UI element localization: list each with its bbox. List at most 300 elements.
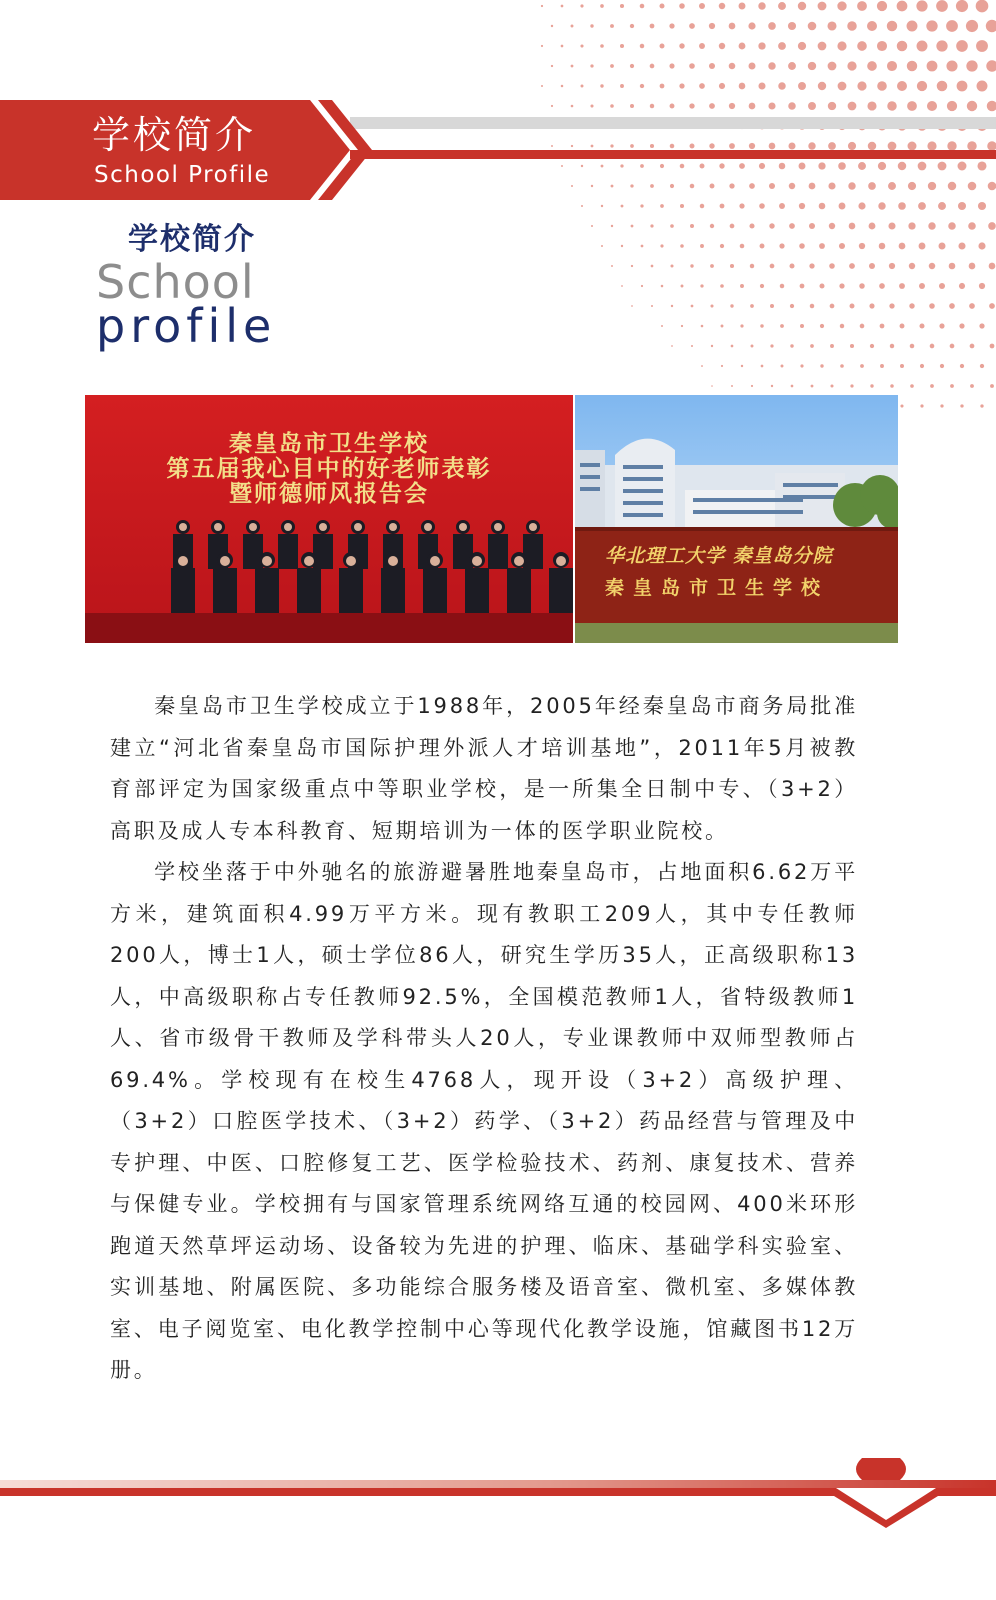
dot [778,2,786,10]
dot [580,4,583,7]
dot [701,325,704,328]
dot [730,264,734,268]
dot [778,82,786,90]
dot [711,385,713,387]
dot [860,324,865,329]
dot [749,223,754,228]
dot [910,344,915,349]
dot [729,23,736,30]
dot [977,81,988,92]
dot [719,43,725,49]
dot [770,304,774,308]
dot [850,344,854,348]
dot [561,45,564,48]
dot [660,44,665,49]
dot [630,64,634,68]
dot [601,205,603,207]
dot [721,365,723,367]
dot [730,224,735,229]
dot [989,303,995,309]
dot [580,44,583,47]
dot [740,324,743,327]
dot [890,344,894,348]
dot [869,263,875,269]
dot [968,222,976,230]
dot [689,63,695,69]
dot [920,404,923,407]
dot [827,21,836,30]
dot [650,24,655,29]
banner-title-cn: 学校简介 [92,113,257,157]
dot [739,83,746,90]
dot-pattern [536,0,996,430]
dot [731,385,733,387]
dot [949,263,956,270]
dot [581,205,583,207]
dot [847,21,857,31]
paragraph-2: 学校坐落于中外驰名的旅游避暑胜地秦皇岛市，占地面积6.62万平方米，建筑面积4.99万平方米。现有教职工209人，其中专任教师200人，博士1人，硕士学位86人，研究生学历35人，正高级职称13人，中高级职称占专任教师92.5%，全国模范教师1人，省特级教师1人、省市级骨干教师及学科带头人20人，专业课教师中双师型教师占69.4%。学校现有在校生4768人，现开设（3+2）高级护理、（3+2）口腔医学技术、（3+2）药学、（3+2）药品经营与管理及中专护理、中医、口腔修复工艺、医学检验技术、药剂、康复技术、营养与保健专业。学校拥有与国家管理系统网络互通的校园网、400米环形跑道天然草坪运动场、设备较为先进的护理、临床、基础学科实验室、实训基地、附属医院、多功能综合服务楼及语音室、微机室、多媒体教室、电子阅览室、电化教学控制中心等现代化教学设施，馆藏图书12万册。 [110,860,858,1382]
dot [828,62,837,71]
dot [928,222,935,229]
dot [958,242,965,249]
dot [949,303,955,309]
dot [761,365,764,368]
dot [689,23,695,29]
dot [959,323,964,328]
dot [620,84,624,88]
dot [811,385,814,388]
dot [908,222,915,229]
dot [818,82,826,90]
dot [541,5,543,7]
ground [575,623,898,643]
dot [990,344,995,349]
dot [650,64,655,69]
dot [809,263,814,268]
dot [919,243,926,250]
dot [976,40,988,52]
dot [857,81,866,90]
dot [870,344,874,348]
dot [970,384,974,388]
dot [849,223,856,230]
dot [830,344,834,348]
school-gate-photo [575,395,898,643]
dot [691,345,693,347]
dot [849,263,855,269]
dot [750,304,754,308]
dot [857,41,867,51]
dot [571,65,574,68]
dot [919,323,924,328]
dot [917,41,928,52]
dot [771,385,773,387]
dot [899,243,906,250]
dot [780,284,785,289]
dot [950,384,954,388]
dot [916,0,927,11]
dot [600,4,604,8]
dot [990,384,994,388]
dot [710,304,713,307]
dot [976,0,989,12]
dot [741,365,743,367]
dot [779,243,784,248]
dot [857,1,867,11]
dot [979,323,984,328]
dot [800,324,804,328]
dot [788,22,796,30]
dot [948,222,956,230]
dot [869,223,876,230]
dot [710,264,714,268]
dot [768,62,775,69]
dot [571,25,574,28]
dot [909,263,915,269]
dot [917,81,927,91]
ceremony-caption-line-2: 第五届我心目中的好老师表彰 [166,455,492,482]
dot [839,283,844,288]
dot [641,245,644,248]
dot [808,62,816,70]
dot [660,84,665,89]
ceremony-photo [85,395,573,643]
dot [877,1,887,11]
dot [691,305,694,308]
dot [711,345,713,347]
dot [889,263,895,269]
sign-school-name: 秦皇岛市卫生学校 [605,577,830,599]
dot [907,61,917,71]
dot [978,242,985,249]
dot [679,3,685,9]
dot [760,324,763,327]
dot [690,264,693,267]
dot [810,344,814,348]
dot [897,1,908,12]
dot [770,344,773,347]
dot [751,345,754,348]
dot [671,305,673,307]
dot [969,303,975,309]
dot [610,64,614,68]
dot [621,285,623,287]
dot [940,364,944,368]
dot [751,385,753,387]
dot [929,303,935,309]
ceremony-caption-line-1: 秦皇岛市卫生学校 [229,430,429,457]
dot [940,404,943,407]
dot [601,245,603,247]
dot [877,41,887,51]
dot [939,283,945,289]
dot [681,325,683,327]
dot [938,242,945,249]
dot [760,284,764,288]
dot [561,5,564,8]
dot [541,45,543,47]
dot [979,283,985,289]
dot [956,40,968,52]
paragraph-1: 秦皇岛市卫生学校成立于1988年，2005年经秦皇岛市商务局批准建立“河北省秦皇岛市国际护理外派人才培训基地”，2011年5月被教育部评定为国家级重点中等职业学校，是一所集全日制中专、（3+2）高职及成人专本科教育、短期培训为一体的医学职业院校。 [110,694,858,843]
dot [760,244,765,249]
dot [630,24,634,28]
dot [680,244,684,248]
dot [690,224,694,228]
dot [798,42,806,50]
dot [710,224,714,228]
dot [551,65,553,67]
dot [946,20,958,32]
dot [770,264,775,269]
dot [581,85,584,88]
dot [681,285,684,288]
dot [809,223,815,229]
dot [590,24,593,27]
dot [660,244,663,247]
dot [768,22,776,30]
dot [640,44,645,49]
section-title-cn: 学校简介 [128,222,256,257]
sign-university-name: 华北理工大学 秦皇岛分院 [605,545,833,567]
dot [720,244,724,248]
dot [936,0,948,12]
dot [739,3,746,10]
dot [897,81,907,91]
dot [867,21,877,31]
dot [631,265,633,267]
dot [640,84,644,88]
dot [620,44,624,48]
dot [829,223,835,229]
dot [877,81,887,91]
dot [879,283,885,289]
dot [610,24,614,28]
dot [840,364,844,368]
dot [699,83,705,89]
dot [699,3,705,9]
dot [899,283,905,289]
dot [679,83,684,88]
dot [709,63,715,69]
section-title-en-profile: profile [96,299,277,353]
dot [671,345,673,347]
dot [758,2,765,9]
dot [611,225,613,227]
dot [946,60,957,71]
dot [701,365,703,367]
dot [739,43,746,50]
dot [621,245,623,247]
dot [966,20,978,32]
dot [989,263,996,270]
dot [829,263,835,269]
dot [781,365,784,368]
school-name-sign [575,527,898,627]
dot [590,64,593,67]
dot [819,243,825,249]
dot [930,344,935,349]
dot [551,25,553,27]
dot [719,3,726,10]
dot [818,2,827,11]
dot [611,265,613,267]
dot [631,305,633,307]
dot [651,305,653,307]
dot [839,243,845,249]
dot [920,364,924,368]
dot [749,63,756,70]
dot [820,324,824,328]
dot [740,284,744,288]
dot [900,324,905,329]
dot [880,324,885,329]
dot [837,1,846,10]
dot [840,324,844,328]
dot [880,364,884,368]
dot [799,243,805,249]
section-title-en-school: School [96,255,255,309]
dot [620,4,624,8]
dot [729,63,736,70]
dot [830,304,835,309]
dot [591,225,593,227]
dot [960,364,964,368]
dot [980,404,983,407]
dot [661,285,664,288]
dot [740,244,745,249]
profile-body [110,686,858,1392]
group-of-people [163,515,573,615]
dot [956,0,968,12]
dot [640,4,645,9]
dot [769,223,774,228]
dot [709,23,715,29]
dot [670,264,673,267]
dot [758,42,765,49]
dot [879,243,886,250]
dot [789,263,794,268]
dot [869,303,874,308]
ceremony-caption-line-3: 暨师德师风报告会 [229,480,429,507]
dot [887,61,897,71]
dot [937,81,948,92]
dot [719,83,725,89]
dot [919,283,925,289]
dot [838,82,847,91]
dot [888,222,895,229]
dot [750,264,754,268]
dot [561,85,564,88]
dot [909,303,914,308]
dot [837,41,846,50]
dot [959,283,965,289]
dot [720,284,724,288]
stage-floor [85,613,573,643]
dot [847,61,856,70]
dot [699,43,705,49]
dot [930,384,934,388]
dot [870,384,873,387]
dot [721,325,724,328]
dot [926,20,937,31]
dot [641,285,643,287]
dot [679,43,684,48]
dot [798,2,806,10]
dot [850,384,853,387]
dot [818,42,827,51]
dot [791,385,794,388]
dot [790,304,794,308]
dot [936,40,947,51]
page-number: 2 [879,1492,893,1516]
dot [986,20,996,32]
dot [758,82,765,89]
dot [798,82,806,90]
dot [631,225,634,228]
dot [778,42,786,50]
dot [748,22,755,29]
dot [897,41,908,52]
dot [988,222,996,230]
footer-bar [0,1450,996,1570]
dot [850,304,855,309]
dot [957,81,968,92]
dot [700,284,703,287]
dot [669,63,674,68]
dot [860,364,864,368]
dot [867,61,877,71]
dot [730,304,733,307]
dot [887,21,897,31]
dot [966,60,977,71]
dot [889,303,894,308]
dot [700,244,704,248]
dot [907,21,918,32]
dot [810,304,815,309]
dot [788,62,796,70]
dot [789,223,795,229]
dot [600,84,603,87]
dot [650,224,653,227]
dot [651,265,654,268]
dot [731,345,734,348]
dot [670,224,674,228]
dot [800,284,805,289]
dot [900,364,904,368]
dot [808,22,817,31]
dot [950,344,955,349]
dot [969,263,976,270]
dot [790,344,793,347]
dot [929,263,936,270]
dot [800,364,803,367]
dot [980,364,984,368]
dot [910,384,914,388]
dot [819,283,824,288]
dot [830,384,833,387]
dot [541,85,543,87]
dot [900,404,903,407]
dot [859,283,865,289]
dot [669,23,674,28]
dot [859,243,865,249]
banner-title-en: School Profile [94,162,271,188]
dot [970,344,975,349]
dot [780,324,784,328]
dot [960,404,963,407]
dot [600,44,604,48]
